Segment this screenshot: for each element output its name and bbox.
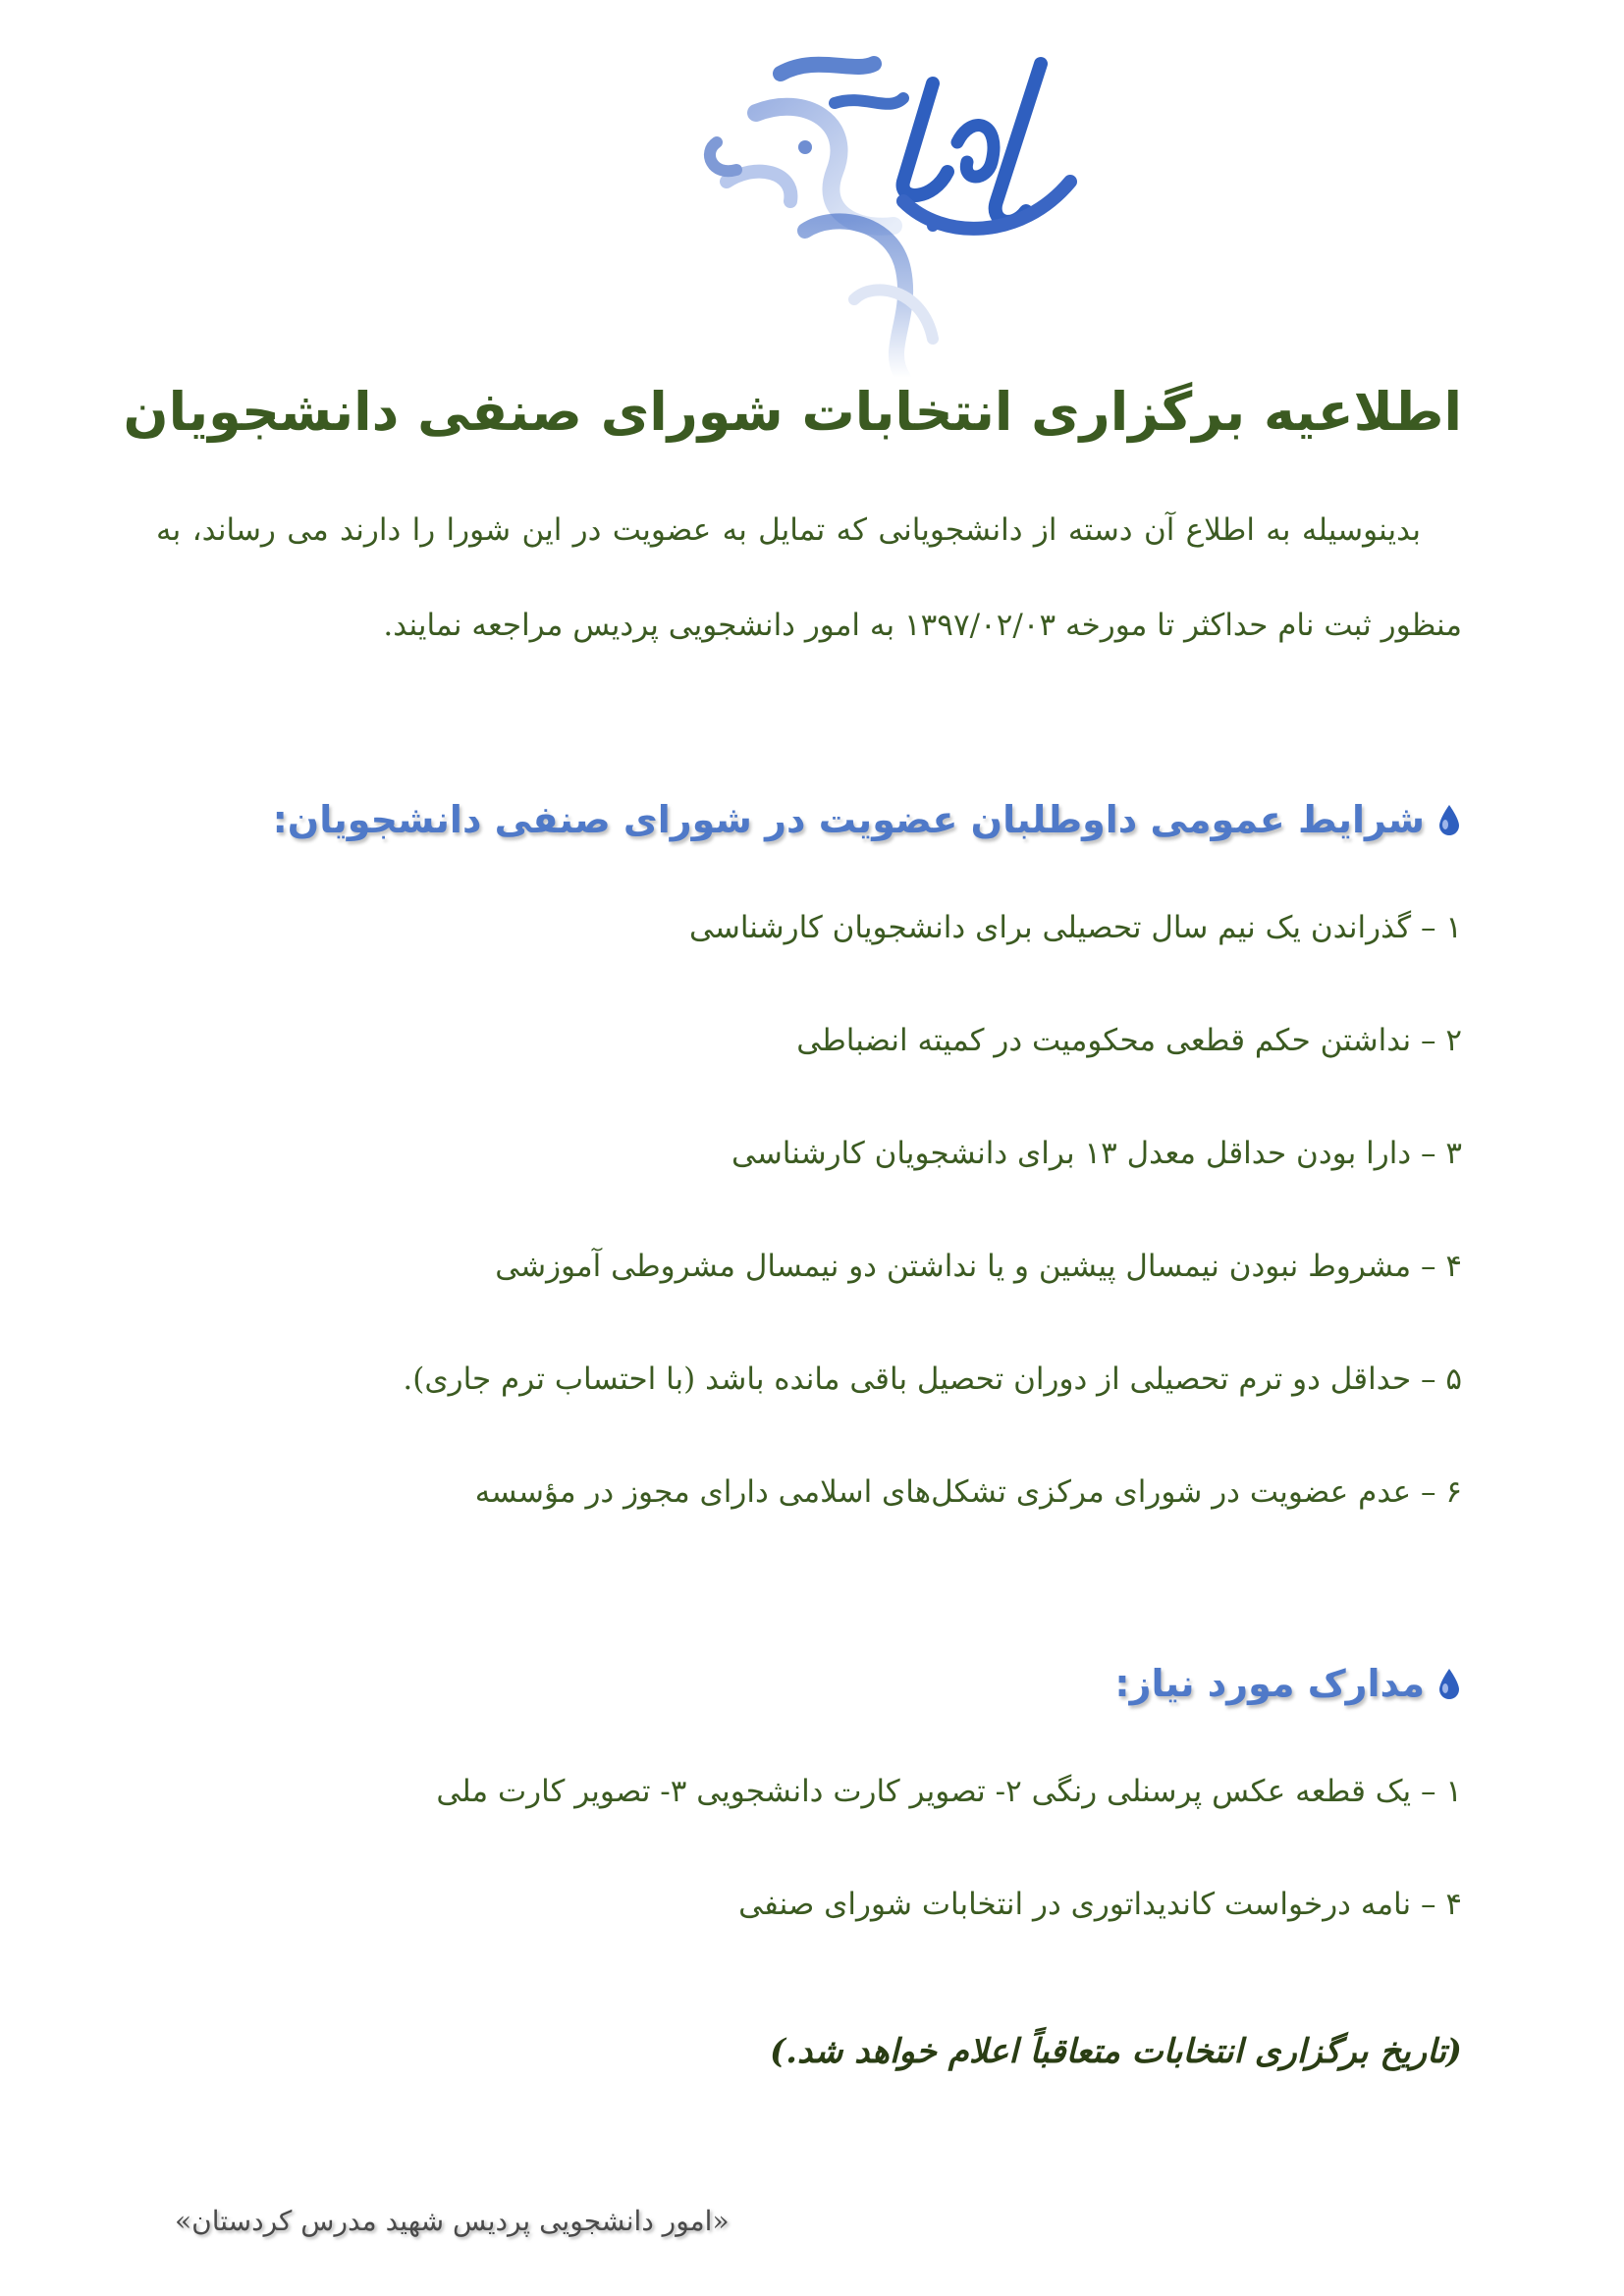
condition-item: ۳ – دارا بودن حداقل معدل ۱۳ برای دانشجویان کارشناسی xyxy=(731,1136,1462,1171)
conditions-heading-text: شرایط عمومی داوطلبان عضویت در شورای صنفی دانشجویان: xyxy=(272,798,1425,841)
page-title: اطلاعیه برگزاری انتخابات شورای صنفی دانشجویان xyxy=(123,381,1462,443)
closing-note: (تاریخ برگزاری انتخابات متعاقباً اعلام خواهد شد.) xyxy=(770,2032,1462,2071)
etelaieh-logo-icon xyxy=(609,54,1090,388)
conditions-list xyxy=(156,898,1462,1575)
condition-item: ۲ – نداشتن حکم قطعی محکومیت در کمیته انضباطی xyxy=(796,1023,1462,1058)
condition-item: ۴ – مشروط نبودن نیمسال پیشین و یا نداشتن دو نیمسال مشروطی آموزشی xyxy=(495,1249,1462,1284)
condition-item: ۶ – عدم عضویت در شورای مرکزی تشکل‌های اسلامی دارای مجوز در مؤسسه xyxy=(474,1474,1462,1510)
condition-item: ۵ – حداقل دو ترم تحصیلی از دوران تحصیل باقی مانده باشد (با احتساب ترم جاری). xyxy=(403,1362,1462,1397)
drop-bullet-icon xyxy=(1436,794,1462,828)
drop-bullet-icon xyxy=(1436,1658,1462,1691)
intro-paragraph xyxy=(156,483,1462,673)
documents-heading-text: مدارک مورد نیاز: xyxy=(1114,1662,1425,1705)
documents-list xyxy=(156,1762,1462,1988)
intro-text: بدینوسیله به اطلاع آن دسته از دانشجویانی که تمایل به عضویت در این شورا را دارند می رساند، به منظور ثبت نام حداکثر تا مورخه ۱۳۹۷/۰۲/۰۳ به امور دانشجویی پردیس مراجعه نمایند. xyxy=(156,512,1462,643)
document-item: ۱ – یک قطعه عکس پرسنلی رنگی ۲- تصویر کارت دانشجویی ۳- تصویر کارت ملی xyxy=(436,1774,1462,1809)
documents-heading xyxy=(156,1654,1462,1713)
document-item: ۴ – نامه درخواست کاندیداتوری در انتخابات شورای صنفی xyxy=(738,1887,1462,1922)
footer-signature: «امور دانشجویی پردیس شهید مدرس کردستان» xyxy=(175,2205,730,2237)
condition-item: ۱ – گذراندن یک نیم سال تحصیلی برای دانشجویان کارشناسی xyxy=(689,910,1462,945)
conditions-heading xyxy=(156,790,1462,849)
